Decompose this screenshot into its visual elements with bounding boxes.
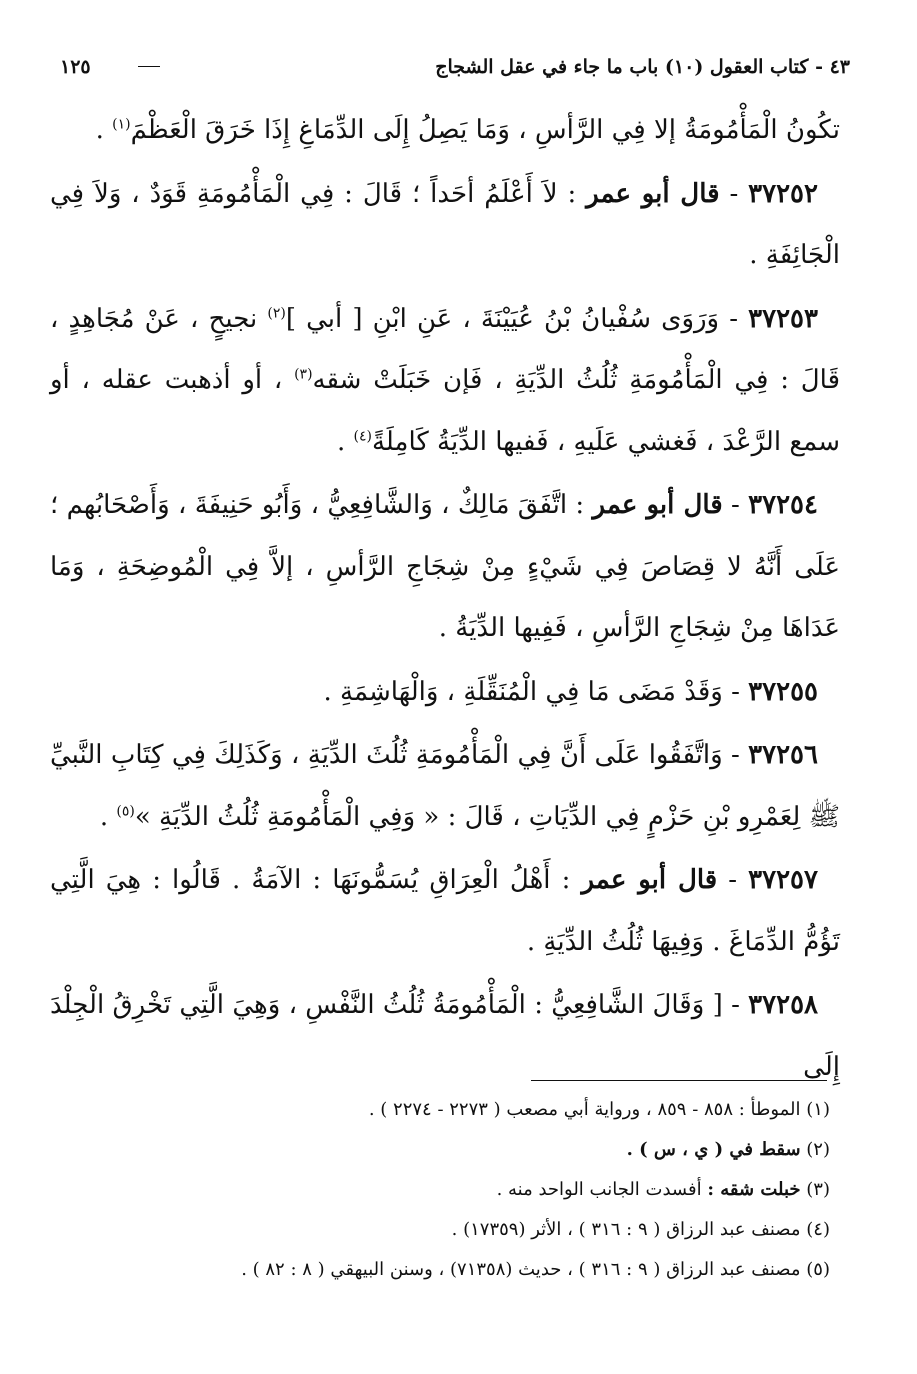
speaker-label: قال أبو عمر (581, 865, 718, 895)
number-separator: - (722, 490, 749, 520)
footnote-text: مصنف عبد الرزاق ( ٩ : ٣١٦ ) ، الأثر (١٧٣٥٩) . (451, 1219, 801, 1240)
footnotes (80, 1090, 830, 1290)
paragraph-text: نجيحٍ ، عَنْ مُجَاهِدٍ ، قَالَ : فِي الْمَأْمُومَةِ ثُلُثُ الدِّيَةِ ، فَإن خَبَلَتْ شقه (50, 303, 841, 395)
number-separator: - (717, 865, 749, 895)
paragraph-37253 (50, 289, 840, 474)
paragraph-text: : لاَ أَعْلَمُ أحَداً ؛ قَالَ : فِي الْمَأْمُومَةِ قَوَدٌ ، وَلاَ فِي الْجَائِفَةِ . (50, 178, 840, 270)
paragraph-number: ٣٧٢٥٨ (748, 990, 818, 1020)
footnote-text: أفسدت الجانب الواحد منه . (496, 1179, 708, 1200)
page-number: ١٢٥ (60, 56, 91, 78)
footnote-label: (٣) (806, 1179, 830, 1200)
paragraph-number: ٣٧٢٥٥ (748, 676, 818, 707)
footnote-ref: (٤) (353, 427, 372, 444)
footnote-label: (١) (806, 1099, 830, 1120)
paragraph-text: تكُونُ الْمَأْمُومَةُ إلا فِي الرَّأسِ ، وَمَا يَصِلُ إِلَى الدِّمَاغِ إِذَا خَرَقَ الْعَظْمَ (130, 115, 840, 145)
number-separator: - (722, 740, 749, 770)
speaker-label: قال أبو عمر (592, 490, 723, 520)
footnote-term: خبلت شقه : (707, 1179, 801, 1200)
paragraph-text: وَقَدْ مَضَى مَا فِي الْمُنَقِّلَةِ ، وَالْهَاشِمَةِ . (323, 676, 723, 707)
header-dash (138, 66, 160, 67)
number-separator: - (722, 990, 749, 1020)
paragraph-number: ٣٧٢٥٦ (748, 740, 818, 770)
paragraph-number: ٣٧٢٥٢ (748, 178, 818, 209)
footnote-ref: (٢) (267, 304, 286, 321)
paragraph-37257 (50, 850, 840, 973)
footnote-label: (٤) (806, 1219, 830, 1240)
paragraph-number: ٣٧٢٥٤ (748, 490, 818, 520)
running-title: ٤٣ - كتاب العقول (١٠) باب ما جاء في عقل الشجاج (435, 56, 850, 78)
speaker-label: قال أبو عمر (586, 178, 720, 209)
paragraph-tail: . (99, 801, 117, 832)
footnote-4 (80, 1210, 830, 1250)
footnote-ref: (٥) (116, 802, 135, 819)
paragraph-tail: . (95, 115, 113, 145)
footnote-text: سقط في ( ي ، س ) . (626, 1139, 801, 1160)
number-separator: - (719, 303, 749, 334)
paragraph-37254 (50, 475, 840, 660)
paragraph-37256 (50, 725, 840, 848)
running-header (60, 54, 850, 88)
paragraph-text: وَرَوَى سُفْيانُ بْنُ عُيَيْنَةَ ، عَنِ ابْنِ [ أبي ] (285, 303, 720, 334)
paragraph-intro (50, 100, 840, 162)
paragraph-37255 (50, 662, 840, 724)
footnote-text: مصنف عبد الرزاق ( ٩ : ٣١٦ ) ، حديث (٧١٣٥٨) ، وسنن البيهقي ( ٨ : ٨٢ ) . (241, 1259, 801, 1280)
paragraph-number: ٣٧٢٥٧ (748, 865, 818, 895)
number-separator: - (719, 178, 749, 209)
paragraph-number: ٣٧٢٥٣ (748, 303, 818, 334)
number-separator: - (722, 676, 749, 707)
footnote-label: (٥) (806, 1259, 830, 1280)
footnote-2 (80, 1130, 830, 1170)
footnote-ref: (١) (112, 116, 131, 133)
paragraph-text: [ وَقَالَ الشَّافِعِيُّ : الْمَأْمُومَةُ ثُلُثُ النَّفْسِ ، وَهِيَ الَّتِي تَخْرِقُ الْجِلْدَ إِلَى (50, 990, 840, 1082)
paragraph-text: : اتَّفَقَ مَالِكٌ ، وَالشَّافِعِيُّ ، وَأَبُو حَنِيفَةَ ، وَأَصْحَابُهم ؛ عَلَى أَنَّهُ لا قِصَاصَ فِي شَيْءٍ مِنْ شِجَاجِ الرَّأسِ ، إلاَّ فِي الْمُوضِحَةِ ، وَمَا عَدَاهَا مِنْ شِجَاجِ الرَّأسِ ، فَفِيها الدِّيَةُ . (50, 490, 840, 643)
footnote-1 (80, 1090, 830, 1130)
footnote-ref: (٣) (294, 366, 313, 383)
paragraph-37252 (50, 164, 840, 287)
paragraph-text: : أَهْلُ الْعِرَاقِ يُسَمُّونَهَا : الآمَةُ . قَالُوا : هِيَ الَّتِي تَؤُمُّ الدِّمَاغَ . وَفِيهَا ثُلُثُ الدِّيَةِ . (50, 865, 840, 957)
paragraph-tail: . (336, 426, 354, 457)
footnote-separator (531, 1080, 827, 1081)
footnote-3 (80, 1170, 830, 1210)
paragraph-text: ، أو أذهبت عقله ، أو سمع الرَّعْدَ ، فَغشي عَلَيهِ ، فَفيها الدِّيَةُ كَامِلَةً (50, 365, 840, 457)
footnote-text: الموطأ : ٨٥٨ - ٨٥٩ ، ورواية أبي مصعب ( ٢٢٧٣ - ٢٢٧٤ ) . (368, 1099, 801, 1120)
paragraph-text: وَاتَّفَقُوا عَلَى أَنَّ فِي الْمَأْمُومَةِ ثُلُثَ الدِّيَةِ ، وَكَذَلِكَ فِي كِتَابِ النَّبيِّ ﷺ لِعَمْرِو بْنِ حَزْمٍ فِي الدِّيَاتِ ، قَالَ : « وَفِي الْمَأْمُومَةِ ثُلُثُ الدِّيَةِ » (50, 740, 840, 832)
footnote-label: (٢) (806, 1139, 830, 1160)
main-text (50, 100, 840, 1098)
footnote-5 (80, 1250, 830, 1290)
